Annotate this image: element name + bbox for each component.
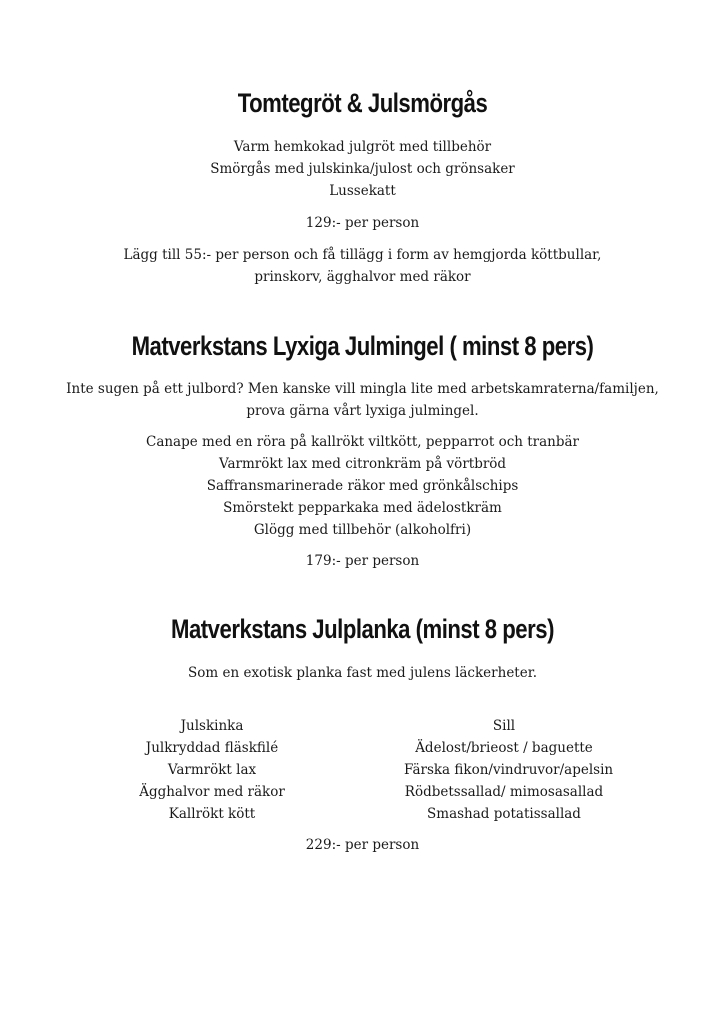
addon-text: Lägg till 55:- per person och få tillägg i form av hemgjorda köttbullar,	[123, 247, 602, 263]
list-item: Smashad potatissallad	[427, 806, 581, 822]
menu-item: Glögg med tillbehör (alkoholfri)	[253, 522, 472, 538]
list-item: Ägghalvor med räkor	[139, 784, 285, 800]
plank-right-column	[404, 715, 614, 825]
list-item: Sill	[492, 718, 516, 734]
intro-text: Som en exotisk planka fast med julens läckerheter.	[188, 665, 537, 681]
menu-item: Varmrökt lax med citronkräm på vörtbröd	[218, 456, 507, 472]
intro-text: Inte sugen på ett julbord? Men kanske vill mingla lite med arbetskamraterna/familjen,	[66, 381, 659, 397]
price-label: 129:- per person	[305, 215, 420, 231]
price-label: 229:- per person	[305, 837, 420, 853]
list-item: Rödbetssallad/ mimosasallad	[404, 784, 604, 800]
menu-item: Canape med en röra på kallrökt viltkött, pepparrot och tranbär	[145, 434, 580, 450]
menu-item: Smörgås med julskinka/julost och grönsaker	[210, 161, 515, 177]
menu-item: Smörstekt pepparkaka med ädelostkräm	[223, 500, 502, 516]
price-label: 179:- per person	[305, 553, 420, 569]
list-item: Ädelost/brieost / baguette	[415, 740, 593, 756]
list-item: Färska fikon/vindruvor/apelsin	[404, 762, 614, 778]
section-title-julmingel: Matverkstans Lyxiga Julmingel ( minst 8 pers)	[131, 331, 594, 361]
menu-item: Varm hemkokad julgröt med tillbehör	[233, 139, 492, 155]
addon-text: prinskorv, ägghalvor med räkor	[254, 269, 471, 285]
intro-text: prova gärna vårt lyxiga julmingel.	[246, 403, 479, 419]
list-item: Kallrökt kött	[168, 806, 256, 822]
plank-left-column	[112, 715, 312, 825]
list-item: Julskinka	[180, 718, 244, 734]
menu-item: Saffransmarinerade räkor med grönkålschips	[206, 478, 519, 494]
section-title-julplanka: Matverkstans Julplanka (minst 8 pers)	[171, 614, 554, 644]
menu-item: Lussekatt	[329, 183, 396, 199]
list-item: Julkryddad fläskfilé	[145, 740, 279, 756]
list-item: Varmrökt lax	[167, 762, 257, 778]
section-title-tomtegrot: Tomtegröt & Julsmörgås	[237, 88, 488, 118]
